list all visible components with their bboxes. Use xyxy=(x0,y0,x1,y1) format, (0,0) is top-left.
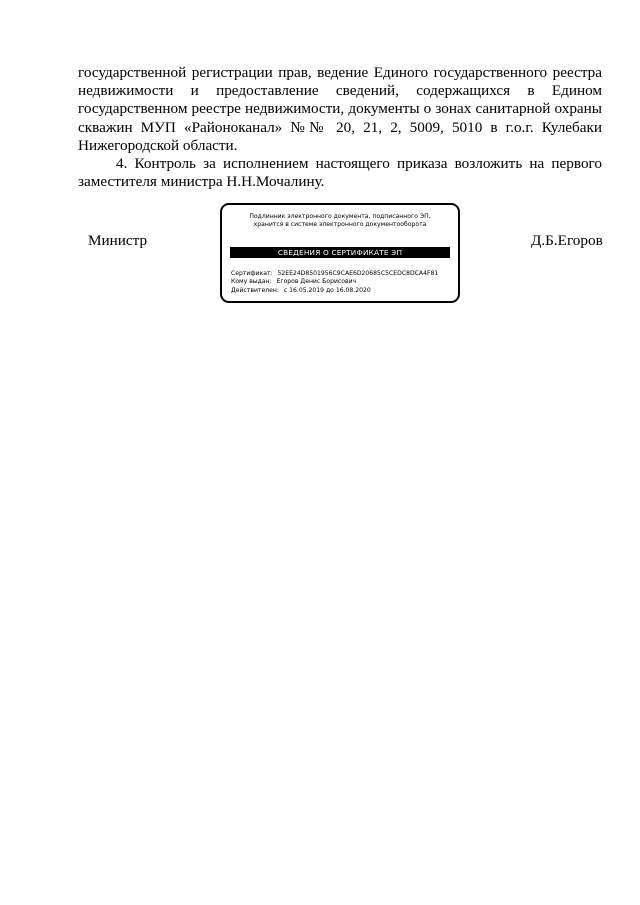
stamp-issued-to-value: Егоров Денис Борисович xyxy=(276,278,357,286)
stamp-valid-label: Действителен: xyxy=(231,286,279,294)
stamp-details xyxy=(231,270,452,295)
stamp-certificate-label: Сертификат: xyxy=(231,270,273,277)
paragraph-4: 4. Контроль за исполнением настоящего приказа возложить на первого заместителя министра Н.Н.Мочалину. xyxy=(78,155,602,191)
signer-name: Д.Б.Егоров xyxy=(531,232,603,249)
stamp-header-line1: Подлинник электронного документа, подписанного ЭП, xyxy=(249,213,431,220)
signature-block xyxy=(0,0,640,340)
stamp-certificate-value: 52EE24D8501956C9CAE6D20685C5CEDC8DCA4F81 xyxy=(277,270,439,277)
stamp-issued-to-row xyxy=(231,278,452,286)
stamp-issued-to-label: Кому выдан: xyxy=(231,278,272,286)
electronic-signature-stamp xyxy=(220,203,460,303)
signer-title: Министр xyxy=(88,232,148,249)
stamp-title-bar: СВЕДЕНИЯ О СЕРТИФИКАТЕ ЭП xyxy=(230,247,450,258)
stamp-valid-value: с 16.05.2019 до 16.08.2020 xyxy=(283,286,371,294)
stamp-valid-row xyxy=(231,287,452,295)
stamp-certificate-row xyxy=(231,270,452,278)
paragraph-continuation: государственной регистрации прав, ведение Единого государственного реестра недвижимости и предоставление сведений, содержащихся в Едином государственном реестре недвижимости, документы о зонах санитарной охраны скважин МУП «Районоканал» №№ 20, 21, 2, 5009, 5010 в г.о.г. Кулебаки Нижегородской области. xyxy=(78,64,602,154)
stamp-header-line2: хранится в системе электронного документооборота xyxy=(253,221,427,228)
stamp-header xyxy=(228,213,452,229)
